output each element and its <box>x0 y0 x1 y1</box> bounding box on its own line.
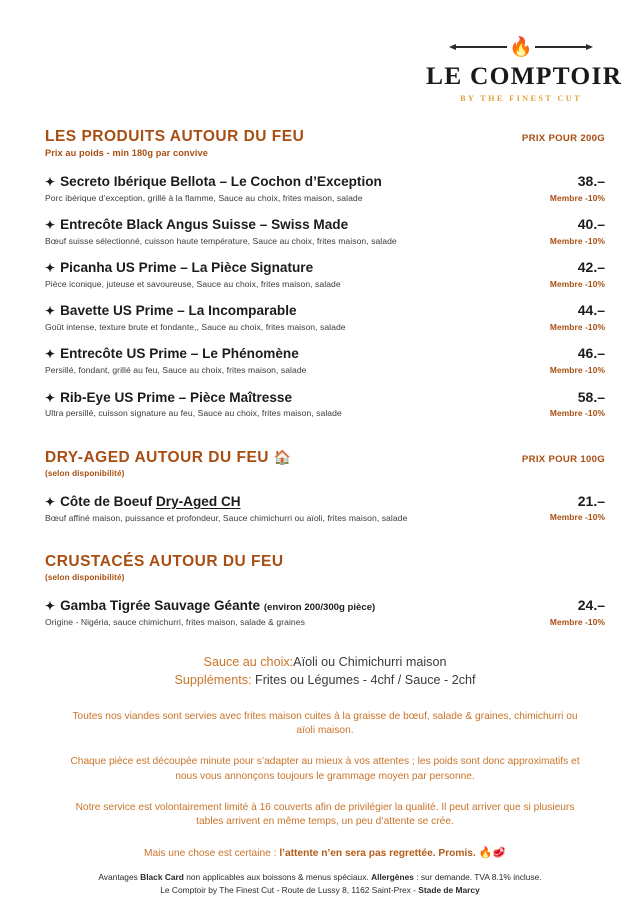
item-member-discount: Membre -10% <box>549 616 605 627</box>
item-description: Bœuf suisse sélectionné, cuisson haute température, Sauce au choix, frites maison, salade <box>45 235 397 246</box>
item-member-discount: Membre -10% <box>549 408 605 419</box>
note-paragraph: Chaque pièce est découpée minute pour s’adapter au mieux à vos attentes ; les poids sont donc approximatifs et nous vous annonçons toujours le grammage moyen par personne. <box>70 756 580 782</box>
item-member-discount: Membre -10% <box>549 192 605 203</box>
sparkle-bullet-icon: ✦ <box>45 598 56 613</box>
item-member-discount: Membre -10% <box>549 235 605 246</box>
supplements-value: Frites ou Légumes - 4chf / Sauce - 2chf <box>255 673 476 688</box>
item-member-discount: Membre -10% <box>549 322 605 333</box>
section-header <box>45 553 605 582</box>
item-list <box>45 494 605 523</box>
closing-lead: Mais une chose est certaine : <box>143 848 280 860</box>
meat-icon: 🥩 <box>492 847 507 860</box>
sparkle-bullet-icon: ✦ <box>45 304 56 319</box>
item-title: Entrecôte US Prime – Le Phénomène <box>60 346 299 362</box>
item-description: Origine - Nigéria, sauce chimichurri, frites maison, salade & graines <box>45 616 305 627</box>
item-list <box>45 174 605 419</box>
legal-1a: Avantages <box>98 871 141 882</box>
item-description: Goût intense, texture brute et fondante,, Sauce au choix, frites maison, salade <box>45 322 346 333</box>
section-price-label: PRIX POUR 200G <box>521 133 605 144</box>
sparkle-bullet-icon: ✦ <box>45 390 56 405</box>
section-title <box>45 449 292 466</box>
item-name <box>45 346 307 362</box>
menu-item[interactable] <box>45 494 605 523</box>
item-price: 46.– <box>577 345 605 362</box>
menu-item[interactable] <box>45 303 605 332</box>
item-title-underlined: Dry-Aged CH <box>155 493 241 509</box>
legal-black-card: Black Card <box>140 871 184 882</box>
item-title: Picanha US Prime – La Pièce Signature <box>60 260 314 276</box>
supplements-label: Suppléments: <box>174 673 252 688</box>
item-price: 38.– <box>577 173 605 190</box>
brand-logo <box>426 34 623 103</box>
item-name <box>45 494 407 510</box>
section-title-text: DRY-AGED AUTOUR DU FEU <box>45 448 269 466</box>
sparkle-bullet-icon: ✦ <box>45 175 56 190</box>
item-title: Entrecôte Black Angus Suisse – Swiss Made <box>60 217 349 233</box>
item-price: 58.– <box>577 388 605 405</box>
section-produits-autour-du-feu <box>45 128 605 419</box>
item-name <box>45 303 346 319</box>
item-title: Rib-Eye US Prime – Pièce Maîtresse <box>60 389 293 405</box>
section-dry-aged <box>45 449 605 523</box>
sauce-choice-line <box>45 653 605 671</box>
item-description: Ultra persillé, cuisson signature au feu, Sauce au choix, frites maison, salade <box>45 408 342 419</box>
closing-emphasis: l’attente n’en sera pas regrettée. Promis. <box>279 848 476 860</box>
menu-item[interactable] <box>45 346 605 375</box>
legal-footer <box>40 871 600 897</box>
item-name <box>45 174 382 190</box>
item-name <box>45 390 342 406</box>
item-price: 21.– <box>577 492 605 509</box>
logo-rule-right <box>535 46 587 48</box>
house-icon: 🏠 <box>273 448 292 465</box>
item-description: Bœuf affiné maison, puissance et profondeur, Sauce chimichurri ou aïoli, frites maison, salade <box>45 512 408 523</box>
section-header <box>45 449 605 478</box>
item-member-discount: Membre -10% <box>549 278 605 289</box>
sparkle-bullet-icon: ✦ <box>45 218 56 233</box>
supplements-line <box>45 671 605 689</box>
section-header <box>45 128 605 158</box>
item-title: Côte de Boeuf <box>60 493 156 509</box>
closing-note <box>45 846 605 862</box>
note-paragraph: Toutes nos viandes sont servies avec frites maison cuites à la graisse de bœuf, salade & graines, chimichurri ou aïoli maison. <box>72 710 578 737</box>
legal-line-1 <box>40 871 600 884</box>
item-description: Pièce iconique, juteuse et savoureuse, Sauce au choix, frites maison, salade <box>45 279 341 290</box>
section-crustaces <box>45 553 605 627</box>
fire-icon: 🔥 <box>478 847 493 860</box>
item-description: Porc ibérique d’exception, grillé à la flamme, Sauce au choix, frites maison, salade <box>45 192 363 203</box>
item-description: Persillé, fondant, grillé au feu, Sauce au choix, frites maison, salade <box>45 365 307 376</box>
note-list <box>45 710 605 863</box>
item-name <box>45 217 397 233</box>
brand-tagline: BY THE FINEST CUT <box>460 94 582 103</box>
section-price-label: PRIX POUR 100G <box>521 453 605 465</box>
section-title: LES PRODUITS AUTOUR DU FEU <box>45 128 305 145</box>
legal-address: Le Comptoir by The Finest Cut - Route de Lussy 8, 1162 Saint-Prex - <box>160 884 419 895</box>
item-member-discount: Membre -10% <box>549 512 605 523</box>
note-paragraph: Notre service est volontairement limité à 16 couverts afin de privilégier la qualité. Il peut arriver que si plusieurs tables arrivent en même temps, un peu d’attente se crée. <box>75 801 575 828</box>
sparkle-bullet-icon: ✦ <box>45 347 56 362</box>
item-title: Secreto Ibérique Bellota – Le Cochon d’Exception <box>60 174 382 190</box>
sparkle-bullet-icon: ✦ <box>45 494 56 509</box>
logo-rule-left <box>455 46 507 48</box>
flame-icon: 🔥 <box>509 36 533 58</box>
legal-venue: Stade de Marcy <box>418 884 480 895</box>
legal-1e: : sur demande. TVA 8.1% incluse. <box>413 871 542 882</box>
item-price: 24.– <box>577 596 605 613</box>
item-list <box>45 598 605 627</box>
menu-sheet <box>45 128 605 862</box>
section-note: (selon disponibilité) <box>45 468 125 478</box>
sparkle-bullet-icon: ✦ <box>45 261 56 276</box>
menu-item[interactable] <box>45 174 605 203</box>
sauce-label: Sauce au choix: <box>203 655 294 670</box>
section-title: CRUSTACÉS AUTOUR DU FEU <box>45 552 284 570</box>
sauce-value: Aïoli ou Chimichurri maison <box>293 655 447 670</box>
section-note: Prix au poids - min 180g par convive <box>45 148 208 159</box>
item-name <box>45 598 375 614</box>
menu-item[interactable] <box>45 598 605 627</box>
menu-item[interactable] <box>45 260 605 289</box>
item-name <box>45 260 341 276</box>
logo-flourish <box>426 34 616 60</box>
footer-notes <box>45 653 605 862</box>
brand-name: LE COMPTOIR <box>426 61 623 90</box>
menu-item[interactable] <box>45 217 605 246</box>
item-title: Gamba Tigrée Sauvage Géante <box>60 597 261 613</box>
menu-item[interactable] <box>45 390 605 419</box>
spacer <box>45 537 605 553</box>
legal-allergenes: Allergènes <box>371 871 414 882</box>
item-title: Bavette US Prime – La Incomparable <box>60 303 297 319</box>
item-price: 42.– <box>577 259 605 276</box>
item-member-discount: Membre -10% <box>549 365 605 376</box>
item-price: 44.– <box>577 302 605 319</box>
item-price: 40.– <box>577 216 605 233</box>
legal-1c: non applicables aux boissons & menus spéciaux. <box>183 871 372 882</box>
spacer <box>45 433 605 449</box>
section-note: (selon disponibilité) <box>45 572 125 582</box>
item-qualifier: (environ 200/300g pièce) <box>263 601 376 613</box>
legal-line-2 <box>40 884 600 897</box>
